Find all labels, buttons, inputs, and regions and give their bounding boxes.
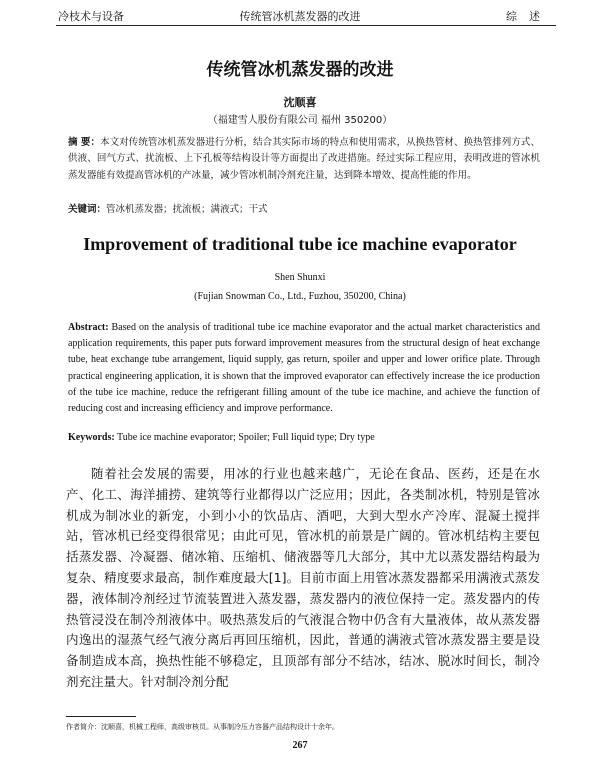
english-keywords (68, 432, 540, 443)
author-footnote: 作者简介：沈顺喜，机械工程师，高级审核员。从事制冷压力容器产品结构设计十余年。 (66, 723, 339, 731)
body-paragraph: 随着社会发展的需要，用冰的行业也越来越广，无论在食品、医药，还是在水产、化工、海洋捕捞、建筑等行业都得以广泛应用；因此，各类制冰机，特别是管冰机成为制冰业的新宠，小到小小的饮品店、酒吧，大到大型水产冷库、混凝土搅拌站，管冰机已经变得很常见；由此可见，管冰机的前景是广阔的。管冰机结构主要包括蒸发器、冷凝器、储冰箱、压缩机、储液器等几大部分，其中尤以蒸发器结构最为复杂、精度要求最高，制作难度最大[1]。目前市面上用管冰蒸发器都采用满液式蒸发器，液体制冷剂经过节流装置进入蒸发器，蒸发器内的液位保持一定。蒸发器内的传热管浸没在制冷剂液体中。吸热蒸发后的气液混合物中仍含有大量液体，故从蒸发器内逸出的湿蒸气经气液分离后再回压缩机，因此，普通的满液式管冰蒸发器主要是设备制造成本高，换热性能不够稳定，且顶部有部分不结冰，结冰、脱冰时间长，制冷剂充注量大。针对制冷剂分配 (66, 466, 540, 689)
english-abstract-text: Based on the analysis of traditional tube ice machine evaporator and the actual market characteristics and application requirements, this paper puts forward improvement measures from the structural design of heat exchange tube, heat exchange tube arrangement, liquid supply, gas return, spoiler and upper and lower orifice plate. Through practical engineering application, it is shown that the improved evaporator can effectively increase the ice production of the tube ice machine, reduce the refrigerant filling amount of the tube ice machine, and achieve the function of reducing cost and increasing efficiency and improve performance. (68, 322, 540, 415)
english-title: Improvement of traditional tube ice machine evaporator (83, 234, 517, 254)
english-keywords-label: Keywords: (68, 432, 115, 443)
chinese-abstract-text: 本文对传统管冰机蒸发器进行分析，结合其实际市场的特点和使用需求，从换热管材、换热管排列方式、供液、回气方式、扰流板、上下孔板等结构设计等方面提出了改进措施。经过实际工程应用，表明改进的管冰机蒸发器能有效提高管冰机的产冰量，减少管冰机制冷剂充注量，达到降本增效、提高性能的作用。 (68, 137, 540, 181)
chinese-keywords-label: 关键词： (68, 204, 107, 215)
english-author: Shen Shunxi (274, 272, 326, 283)
page-number: 267 (292, 740, 308, 751)
chinese-keywords (68, 201, 540, 215)
english-affiliation: (Fujian Snowman Co., Ltd., Fuzhou, 350200, China) (194, 291, 406, 302)
footnote-rule (66, 716, 136, 717)
chinese-author: 沈顺喜 (283, 96, 317, 109)
english-abstract (68, 320, 540, 417)
chinese-keywords-text: 管冰机蒸发器；扰流板；满液式；干式 (106, 204, 268, 215)
english-abstract-label: Abstract: (68, 322, 109, 333)
running-header-title: 传统管冰机蒸发器的改进 (239, 10, 361, 23)
chinese-abstract (68, 135, 540, 184)
english-keywords-text: Tube ice machine evaporator; Spoiler; Full liquid type; Dry type (117, 432, 375, 443)
running-header-journal: 冷枝术与设备 (58, 10, 124, 23)
chinese-title: 传统管冰机蒸发器的改进 (206, 60, 394, 80)
header-rule (56, 25, 556, 26)
chinese-abstract-label: 摘 要： (68, 137, 101, 148)
running-header-section: 综述 (506, 10, 552, 23)
chinese-affiliation: （福建雪人股份有限公司 福州 350200） (207, 115, 393, 126)
